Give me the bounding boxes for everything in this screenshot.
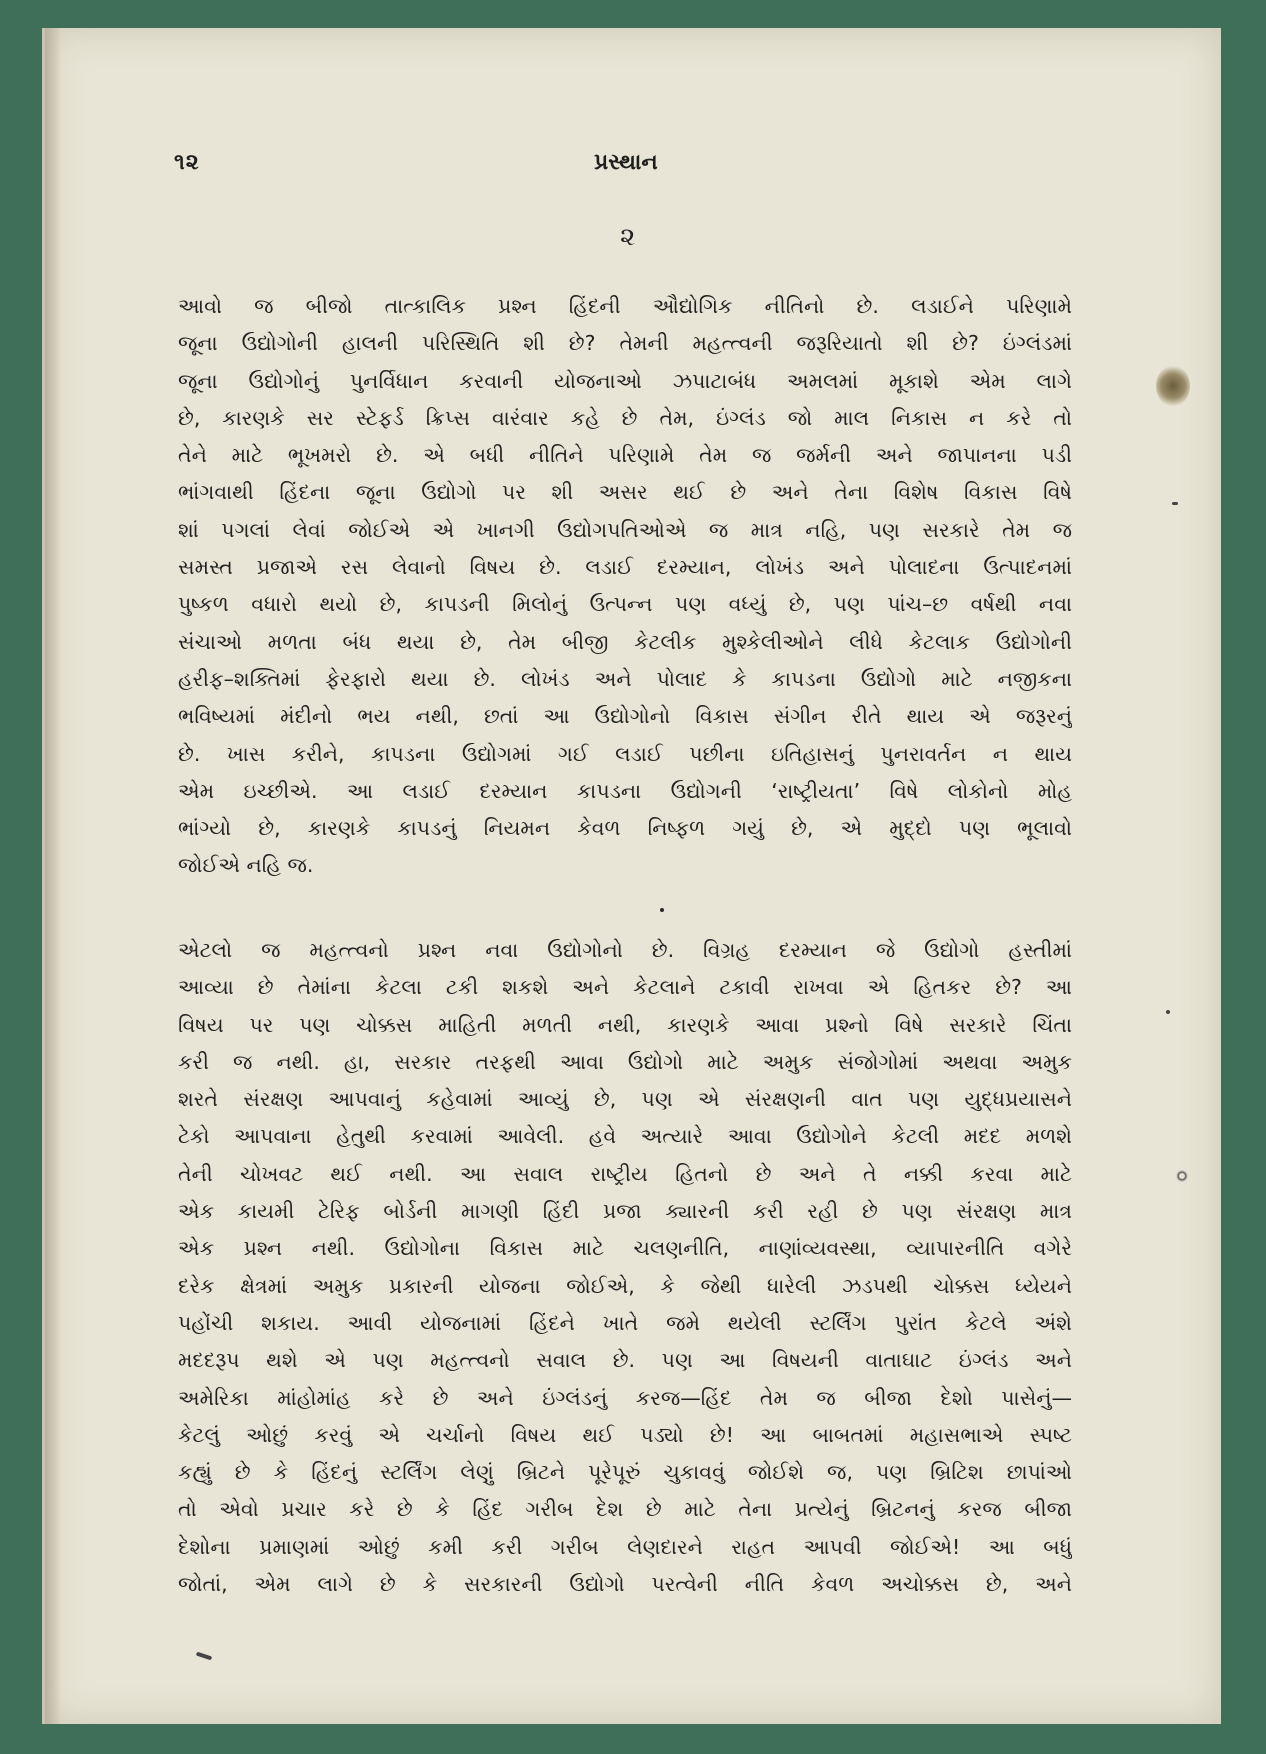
text-line: તેને માટે ભૂખમરો છે. એ બધી નીતિને પરિણામે તેમ જ જર્મની અને જાપાનના પડી — [178, 443, 1072, 468]
text-line: છે. ખાસ કરીને, કાપડના ઉદ્યોગમાં ગઈ લડાઈ પછીના ઇતિહાસનું પુનરાવર્તન ન થાય — [178, 741, 1072, 766]
text-line: એમ ઇચ્છીએ. આ લડાઈ દરમ્યાન કાપડના ઉદ્યોગની ‘રાષ્ટ્રીયતા’ વિષે લોકોનો મોહ — [178, 778, 1072, 803]
text-line: ભાંગવાથી હિંદના જૂના ઉદ્યોગો પર શી અસર થઈ છે અને તેના વિશેષ વિકાસ વિષે — [178, 480, 1072, 505]
text-line: પુષ્કળ વધારો થયો છે, કાપડની મિલોનું ઉત્પન્ન પણ વધ્યું છે, પણ પાંચ–છ વર્ષથી નવા — [178, 592, 1072, 617]
punch-hole — [1176, 1170, 1188, 1182]
ink-speck — [1172, 502, 1178, 505]
text-line: સમસ્ત પ્રજાએ રસ લેવાનો વિષય છે. લડાઈ દરમ્યાન, લોખંડ અને પોલાદના ઉત્પાદનમાં — [178, 555, 1072, 580]
punch-hole-stain — [1156, 365, 1190, 407]
text-line: એટલો જ મહત્ત્વનો પ્રશ્ન નવા ઉદ્યોગોનો છે. વિગ્રહ દરમ્યાન જે ઉદ્યોગો હસ્તીમાં — [178, 938, 1072, 962]
book-title: પ્રસ્થાન — [594, 150, 658, 175]
text-line: ટેકો આપવાના હેતુથી કરવામાં આવેલી. હવે અત્યારે આવા ઉદ્યોગોને કેટલી મદદ મળશે — [178, 1124, 1072, 1149]
running-head — [174, 150, 1074, 190]
section-separator-dot — [660, 908, 664, 912]
text-line: આવો જ બીજો તાત્કાલિક પ્રશ્ન હિંદની ઔદ્યોગિક નીતિનો છે. લડાઈને પરિણામે — [178, 294, 1072, 318]
text-line: જોતાં, એમ લાગે છે કે સરકારની ઉદ્યોગો પરત્વેની નીતિ કેવળ અચોક્કસ છે, અને — [178, 1572, 1072, 1597]
text-line: શરતે સંરક્ષણ આપવાનું કહેવામાં આવ્યું છે, પણ એ સંરક્ષણની વાત પણ યુદ્ધપ્રયાસને — [178, 1087, 1072, 1112]
section-number: ૨ — [620, 222, 636, 252]
text-line: એક કાયમી ટેરિફ બોર્ડની માગણી હિંદી પ્રજા ક્યારની કરી રહી છે પણ સંરક્ષણ માત્ર — [178, 1199, 1072, 1224]
text-line: હરીફ–શક્તિમાં ફેરફારો થયા છે. લોખંડ અને પોલાદ કે કાપડના ઉદ્યોગો માટે નજીકના — [178, 666, 1072, 691]
text-line: કરી જ નથી. હા, સરકાર તરફથી આવા ઉદ્યોગો માટે અમુક સંજોગોમાં અથવા અમુક — [178, 1049, 1072, 1074]
text-line: ભાંગ્યો છે, કારણકે કાપડનું નિયમન કેવળ નિષ્ફળ ગયું છે, એ મુદ્દો પણ ભૂલાવો — [178, 816, 1072, 841]
text-line: મદદરૂપ થશે એ પણ મહત્ત્વનો સવાલ છે. પણ આ વિષયની વાતાઘાટ ઇંગ્લંડ અને — [178, 1348, 1072, 1373]
text-line: જૂના ઉદ્યોગોનું પુનર્વિધાન કરવાની યોજનાઓ ઝપાટાબંધ અમલમાં મૂકાશે એમ લાગે — [178, 368, 1072, 393]
text-line: દેશોના પ્રમાણમાં ઓછું કમી કરી ગરીબ લેણદારને રાહત આપવી જોઈએ! આ બધું — [178, 1534, 1072, 1559]
paragraph-1 — [178, 288, 1072, 885]
paragraph-2 — [178, 932, 1072, 1603]
text-line: દરેક ક્ષેત્રમાં અમુક પ્રકારની યોજના જોઈએ, કે જેથી ધારેલી ઝડપથી ચોક્કસ ધ્યેયને — [178, 1273, 1072, 1298]
text-line: સંચાઓ મળતા બંધ થયા છે, તેમ બીજી કેટલીક મુશ્કેલીઓને લીધે કેટલાક ઉદ્યોગોની — [178, 629, 1072, 654]
text-line: તો એવો પ્રચાર કરે છે કે હિંદ ગરીબ દેશ છે માટે તેના પ્રત્યેનું બ્રિટનનું કરજ બીજા — [178, 1497, 1072, 1522]
text-line: આવ્યા છે તેમાંના કેટલા ટકી શકશે અને કેટલાને ટકાવી રાખવા એ હિતકર છે? આ — [178, 975, 1072, 1000]
text-line: કેટલું ઓછું કરવું એ ચર્ચાનો વિષય થઈ પડ્યો છે! આ બાબતમાં મહાસભાએ સ્પષ્ટ — [178, 1422, 1072, 1447]
text-line: વિષય પર પણ ચોક્કસ માહિતી મળતી નથી, કારણકે આવા પ્રશ્નો વિષે સરકારે ચિંતા — [178, 1012, 1072, 1037]
text-line: અમેરિકા માંહોમાંહ કરે છે અને ઇંગ્લંડનું કરજ—હિંદ તેમ જ બીજા દેશો પાસેનું— — [178, 1385, 1072, 1410]
page-number: ૧૨ — [174, 150, 200, 175]
text-line: ભવિષ્યમાં મંદીનો ભય નથી, છતાં આ ઉદ્યોગોનો વિકાસ સંગીન રીતે થાય એ જરૂરનું — [178, 704, 1072, 729]
text-line: તેની ચોખવટ થઈ નથી. આ સવાલ રાષ્ટ્રીય હિતનો છે અને તે નક્કી કરવા માટે — [178, 1161, 1072, 1186]
ink-speck — [1166, 1010, 1170, 1014]
text-line: જૂના ઉદ્યોગોની હાલની પરિસ્થિતિ શી છે? તેમની મહત્ત્વની જરૂરિયાતો શી છે? ઇંગ્લંડમાં — [178, 331, 1072, 356]
text-line: પહોંચી શકાય. આવી યોજનામાં હિંદને ખાતે જમે થયેલી સ્ટર્લિંગ પુરાંત કેટલે અંશે — [178, 1310, 1072, 1335]
text-line: છે, કારણકે સર સ્ટેફર્ડ ક્રિપ્સ વારંવાર કહે છે તેમ, ઇંગ્લંડ જો માલ નિકાસ ન કરે તો — [178, 405, 1072, 430]
text-line: કહ્યું છે કે હિંદનું સ્ટર્લિંગ લેણું બ્રિટને પૂરેપૂરું ચુકાવવું જોઈશે જ, પણ બ્રિટિશ છાપાંઓ — [178, 1460, 1072, 1485]
text-line: જોઈએ નહિ જ. — [178, 853, 314, 878]
text-line: એક પ્રશ્ન નથી. ઉદ્યોગોના વિકાસ માટે ચલણનીતિ, નાણાંવ્યવસ્થા, વ્યાપારનીતિ વગેરે — [178, 1236, 1072, 1261]
text-line: શાં પગલાં લેવાં જોઈએ એ ખાનગી ઉદ્યોગપતિઓએ જ માત્ર નહિ, પણ સરકારે તેમ જ — [178, 517, 1072, 542]
